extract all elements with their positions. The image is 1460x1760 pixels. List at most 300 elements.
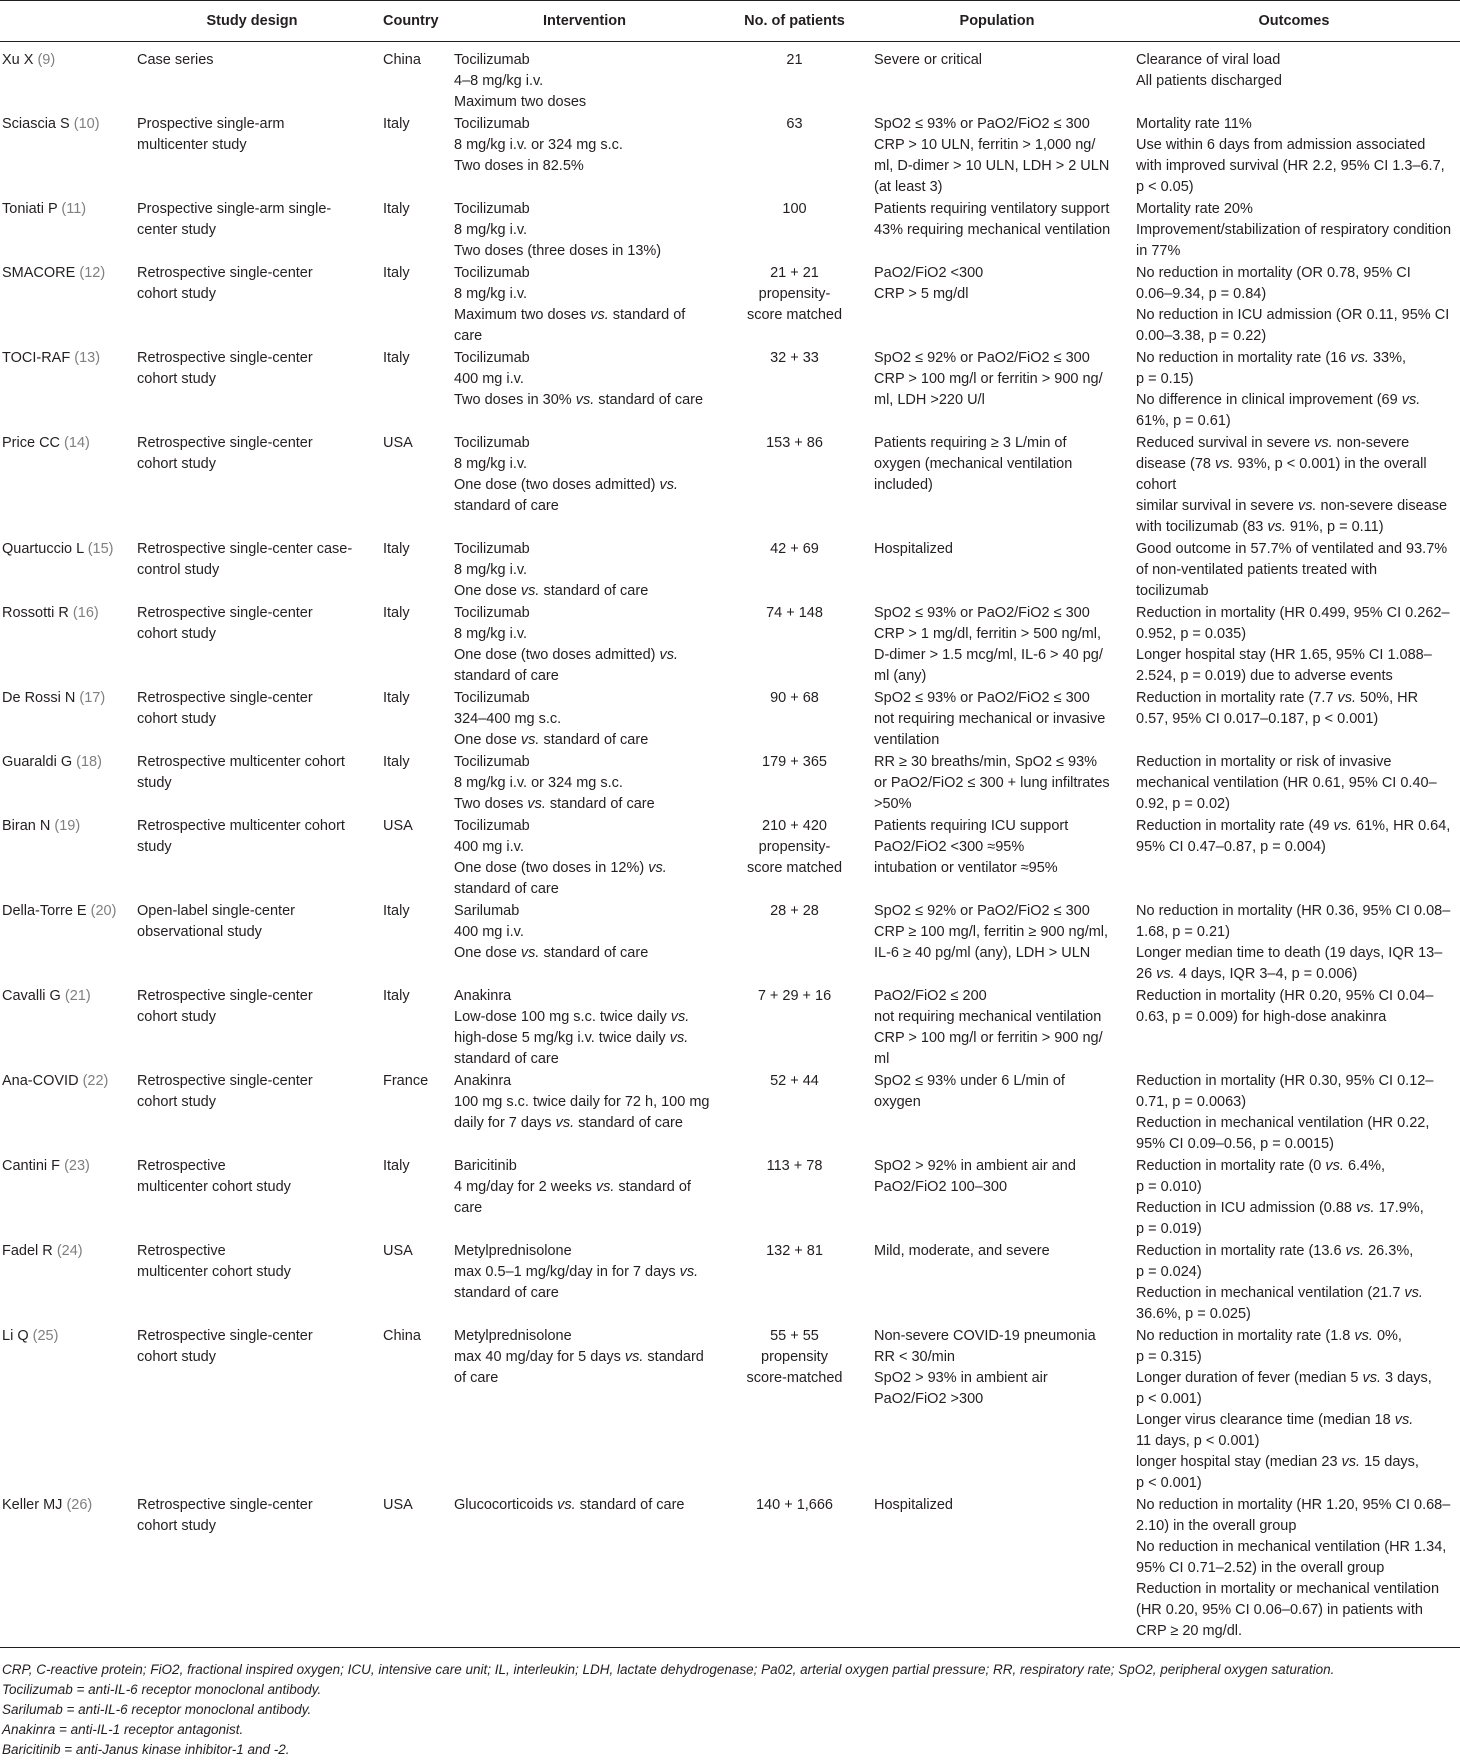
study-cell — [0, 985, 129, 1070]
cell-line: oxygen (mechanical ventilation — [874, 456, 1073, 472]
study-name: SMACORE — [2, 265, 76, 281]
population-cell — [866, 687, 1128, 751]
cell-line: Retrospective single-center case- — [137, 541, 353, 557]
table-row — [0, 1240, 1460, 1325]
cell-line: disease (78 vs. 93%, p < 0.001) in the overall — [1136, 456, 1427, 472]
cell-line: 2.10) in the overall group — [1136, 1518, 1297, 1534]
table-row — [0, 262, 1460, 347]
cell-line: Use within 6 days from admission associated — [1136, 137, 1426, 153]
study-cell — [0, 538, 129, 602]
study-name: Fadel R — [2, 1243, 53, 1259]
reference-link[interactable]: (23) — [64, 1158, 90, 1174]
cell-line: 21 — [786, 52, 803, 68]
cell-line: multicenter cohort study — [137, 1179, 291, 1195]
table-row — [0, 1070, 1460, 1155]
study-name: Sciascia S — [2, 116, 70, 132]
patients-cell — [723, 198, 866, 262]
footnote: Anakinra = anti-IL-1 receptor antagonist. — [2, 1722, 244, 1737]
cell-line: 153 + 86 — [766, 435, 823, 451]
outcomes-cell — [1128, 432, 1460, 538]
reference-link[interactable]: (21) — [64, 988, 91, 1004]
cell-line: (at least 3) — [874, 179, 943, 195]
reference-link[interactable]: (11) — [61, 201, 87, 217]
country-cell: Italy — [383, 605, 410, 621]
cell-line: p < 0.001) — [1136, 1475, 1202, 1491]
cell-line: Retrospective — [137, 1158, 226, 1174]
population-cell — [866, 1070, 1128, 1155]
study-cell — [0, 347, 129, 432]
study-design-cell — [129, 1494, 375, 1648]
cell-line: One dose (two doses admitted) vs. — [454, 647, 679, 663]
cell-line: multicenter study — [137, 137, 247, 153]
country-cell: Italy — [383, 754, 410, 770]
cell-line: No reduction in mortality rate (16 vs. 33%, — [1136, 350, 1406, 366]
cell-line: Reduction in mortality (HR 0.499, 95% CI 0.262– — [1136, 605, 1450, 621]
study-design-cell — [129, 687, 375, 751]
cell-line: Retrospective multicenter cohort — [137, 818, 345, 834]
reference-link[interactable]: (16) — [72, 605, 99, 621]
country-cell: China — [383, 52, 421, 68]
cell-line: 95% CI 0.47–0.87, p = 0.004) — [1136, 839, 1326, 855]
cell-line: not requiring mechanical ventilation — [874, 1009, 1102, 1025]
cell-line: 1.68, p = 0.21) — [1136, 924, 1230, 940]
cell-line: 0.00–3.38, p = 0.22) — [1136, 328, 1267, 344]
study-design-cell — [129, 42, 375, 114]
cell-line: Baricitinib — [454, 1158, 517, 1174]
cell-line: p = 0.024) — [1136, 1264, 1202, 1280]
population-cell — [866, 1155, 1128, 1240]
cell-line: SpO2 ≤ 93% or PaO2/FiO2 ≤ 300 — [874, 605, 1090, 621]
patients-cell — [723, 1155, 866, 1240]
cell-line: Low-dose 100 mg s.c. twice daily vs. — [454, 1009, 690, 1025]
cell-line: standard of care — [454, 668, 559, 684]
cell-line: Open-label single-center — [137, 903, 295, 919]
cell-line: Retrospective single-center — [137, 1328, 313, 1344]
header-outcomes: Outcomes — [1128, 1, 1460, 42]
table-row — [0, 432, 1460, 538]
cell-line: Retrospective single-center — [137, 690, 313, 706]
outcomes-cell — [1128, 815, 1460, 900]
cell-line: standard of care — [454, 498, 559, 514]
cell-line: Retrospective single-center — [137, 988, 313, 1004]
study-design-cell — [129, 1240, 375, 1325]
cell-line: SpO2 > 93% in ambient air — [874, 1370, 1048, 1386]
population-cell — [866, 815, 1128, 900]
intervention-cell — [446, 815, 723, 900]
cell-line: Clearance of viral load — [1136, 52, 1281, 68]
footnote: Tocilizumab = anti-IL-6 receptor monoclonal antibody. — [2, 1682, 322, 1697]
cell-line: 8 mg/kg i.v. or 324 mg s.c. — [454, 137, 623, 153]
intervention-cell — [446, 347, 723, 432]
cell-line: 36.6%, p = 0.025) — [1136, 1306, 1251, 1322]
cell-line: 140 + 1,666 — [755, 1497, 833, 1513]
patients-cell — [723, 1325, 866, 1494]
study-design-cell — [129, 262, 375, 347]
cell-line: 8 mg/kg i.v. — [454, 286, 528, 302]
table-row — [0, 538, 1460, 602]
cell-line: 0.63, p = 0.009) for high-dose anakinra — [1136, 1009, 1387, 1025]
table-row — [0, 815, 1460, 900]
patients-cell — [723, 815, 866, 900]
cell-line: 8 mg/kg i.v. — [454, 456, 528, 472]
study-cell — [0, 815, 129, 900]
table-row — [0, 900, 1460, 985]
cell-line: Tocilizumab — [454, 52, 530, 68]
intervention-cell — [446, 262, 723, 347]
study-name: Keller MJ — [2, 1497, 63, 1513]
cell-line: mechanical ventilation (HR 0.61, 95% CI 0.40– — [1136, 775, 1437, 791]
cell-line: 61%, p = 0.61) — [1136, 413, 1231, 429]
cell-line: 95% CI 0.71–2.52) in the overall group — [1136, 1560, 1385, 1576]
cell-line: Case series — [137, 52, 214, 68]
cell-line: daily for 7 days vs. standard of care — [454, 1115, 683, 1131]
study-cell — [0, 432, 129, 538]
outcomes-cell — [1128, 538, 1460, 602]
cell-line: Retrospective single-center — [137, 435, 313, 451]
intervention-cell — [446, 432, 723, 538]
reference-link[interactable]: (25) — [32, 1328, 59, 1344]
cell-line: One dose vs. standard of care — [454, 945, 649, 961]
cell-line: 90 + 68 — [770, 690, 819, 706]
cell-line: Tocilizumab — [454, 690, 530, 706]
cell-line: tocilizumab — [1136, 583, 1209, 599]
cell-line: cohort study — [137, 1518, 216, 1534]
cell-line: Tocilizumab — [454, 265, 530, 281]
footnote: Baricitinib = anti-Janus kinase inhibitor-1 and -2. — [2, 1742, 290, 1757]
cell-line: CRP > 1 mg/dl, ferritin > 500 ng/ml, — [874, 626, 1102, 642]
patients-cell — [723, 1070, 866, 1155]
cell-line: max 0.5–1 mg/kg/day in for 7 days vs. — [454, 1264, 699, 1280]
cell-line: max 40 mg/day for 5 days vs. standard — [454, 1349, 704, 1365]
country-cell: Italy — [383, 988, 410, 1004]
population-cell — [866, 538, 1128, 602]
cell-line: Two doses in 82.5% — [454, 158, 584, 174]
table-row — [0, 985, 1460, 1070]
header-study-design: Study design — [129, 1, 375, 42]
reference-link[interactable]: (26) — [66, 1497, 93, 1513]
patients-cell — [723, 1240, 866, 1325]
cell-line: cohort study — [137, 371, 216, 387]
intervention-cell — [446, 1494, 723, 1648]
cell-line: cohort study — [137, 1009, 216, 1025]
cell-line: 100 mg s.c. twice daily for 72 h, 100 mg — [454, 1094, 710, 1110]
cell-line: ml, D-dimer > 10 ULN, LDH > 2 ULN — [874, 158, 1110, 174]
cell-line: cohort study — [137, 456, 216, 472]
cell-line: Metylprednisolone — [454, 1328, 572, 1344]
cell-line: 132 + 81 — [766, 1243, 823, 1259]
study-design-cell — [129, 432, 375, 538]
population-cell — [866, 113, 1128, 198]
intervention-cell — [446, 42, 723, 114]
cell-line: Two doses (three doses in 13%) — [454, 243, 662, 259]
cell-line: Tocilizumab — [454, 754, 530, 770]
cell-line: SpO2 ≤ 93% or PaO2/FiO2 ≤ 300 — [874, 116, 1090, 132]
cell-line: D-dimer > 1.5 mcg/ml, IL-6 > 40 pg/ — [874, 647, 1103, 663]
country-cell: USA — [383, 818, 413, 834]
cell-line: PaO2/FiO2 100–300 — [874, 1179, 1008, 1195]
cell-line: intubation or ventilator ≈95% — [874, 860, 1058, 876]
cell-line: 52 + 44 — [770, 1073, 819, 1089]
footnote: Sarilumab = anti-IL-6 receptor monoclonal antibody. — [2, 1702, 312, 1717]
reference-link[interactable]: (14) — [64, 435, 90, 451]
cell-line: Hospitalized — [874, 541, 953, 557]
patients-cell — [723, 751, 866, 815]
study-name: Toniati P — [2, 201, 58, 217]
study-cell — [0, 1325, 129, 1494]
study-design-cell — [129, 1070, 375, 1155]
cell-line: study — [137, 775, 172, 791]
intervention-cell — [446, 985, 723, 1070]
study-name: TOCI-RAF — [2, 350, 71, 366]
cell-line: Reduction in mechanical ventilation (21.7 vs. — [1136, 1285, 1423, 1301]
cell-line: Reduction in mortality rate (13.6 vs. 26.3%, — [1136, 1243, 1414, 1259]
reference-link[interactable]: (12) — [79, 265, 106, 281]
cell-line: multicenter cohort study — [137, 1264, 291, 1280]
cell-line: Prospective single-arm single- — [137, 201, 332, 217]
cell-line: propensity- — [758, 286, 831, 302]
study-name: Xu X — [2, 52, 34, 68]
cell-line: Non-severe COVID-19 pneumonia — [874, 1328, 1096, 1344]
reference-link[interactable]: (24) — [56, 1243, 83, 1259]
patients-cell — [723, 262, 866, 347]
cell-line: Glucocorticoids vs. standard of care — [454, 1497, 685, 1513]
cell-line: score matched — [746, 860, 843, 876]
cell-line: similar survival in severe vs. non-severe disease — [1136, 498, 1448, 514]
study-design-cell — [129, 815, 375, 900]
population-cell — [866, 1240, 1128, 1325]
cell-line: ml — [874, 1051, 890, 1067]
intervention-cell — [446, 538, 723, 602]
intervention-cell — [446, 751, 723, 815]
intervention-cell — [446, 1325, 723, 1494]
cell-line: 0.57, 95% CI 0.017–0.187, p < 0.001) — [1136, 711, 1379, 727]
cell-line: Patients requiring ≥ 3 L/min of — [874, 435, 1067, 451]
cell-line: care — [454, 328, 483, 344]
country-cell: USA — [383, 1243, 413, 1259]
reference-link[interactable]: (13) — [74, 350, 101, 366]
cell-line: p < 0.05) — [1136, 179, 1194, 195]
population-cell — [866, 432, 1128, 538]
patients-cell — [723, 113, 866, 198]
cell-line: PaO2/FiO2 ≤ 200 — [874, 988, 987, 1004]
cell-line: Tocilizumab — [454, 435, 530, 451]
cell-line: of non-ventilated patients treated with — [1136, 562, 1378, 578]
cell-line: standard of care — [454, 881, 559, 897]
cell-line: longer hospital stay (median 23 vs. 15 days, — [1136, 1454, 1419, 1470]
cell-line: Retrospective single-center — [137, 605, 313, 621]
outcomes-cell — [1128, 1240, 1460, 1325]
table-row — [0, 751, 1460, 815]
cell-line: Patients requiring ventilatory support — [874, 201, 1110, 217]
study-name: Della-Torre E — [2, 903, 87, 919]
study-name: Li Q — [2, 1328, 29, 1344]
intervention-cell — [446, 1240, 723, 1325]
intervention-cell — [446, 1070, 723, 1155]
outcomes-cell — [1128, 1325, 1460, 1494]
reference-link[interactable]: (18) — [76, 754, 102, 770]
cell-line: control study — [137, 562, 220, 578]
cell-line: Anakinra — [454, 1073, 512, 1089]
cell-line: 113 + 78 — [766, 1158, 823, 1174]
study-design-cell — [129, 538, 375, 602]
cell-line: 100 — [782, 201, 807, 217]
cell-line: 55 + 55 — [770, 1328, 819, 1344]
study-cell — [0, 1155, 129, 1240]
cell-line: score matched — [746, 307, 843, 323]
cell-line: ml, LDH >220 U/l — [874, 392, 985, 408]
cell-line: Retrospective single-center — [137, 350, 313, 366]
cell-line: high-dose 5 mg/kg i.v. twice daily vs. — [454, 1030, 689, 1046]
cell-line: 400 mg i.v. — [454, 371, 524, 387]
cell-line: 8 mg/kg i.v. — [454, 562, 528, 578]
cell-line: standard of care — [454, 1285, 559, 1301]
cell-line: RR < 30/min — [874, 1349, 955, 1365]
intervention-cell — [446, 687, 723, 751]
cell-line: cohort — [1136, 477, 1177, 493]
cell-line: 400 mg i.v. — [454, 924, 524, 940]
reference-link[interactable]: (17) — [79, 690, 106, 706]
patients-cell — [723, 42, 866, 114]
reference-link[interactable]: (9) — [37, 52, 56, 68]
cell-line: SpO2 ≤ 92% or PaO2/FiO2 ≤ 300 — [874, 903, 1090, 919]
cell-line: No reduction in mechanical ventilation (HR 1.34, — [1136, 1539, 1447, 1555]
cell-line: 2.524, p = 0.019) due to adverse events — [1136, 668, 1393, 684]
country-cell: USA — [375, 1494, 446, 1648]
cell-line: 95% CI 0.09–0.56, p = 0.0015) — [1136, 1136, 1334, 1152]
reference-link[interactable]: (19) — [54, 818, 81, 834]
cell-line: study — [137, 839, 172, 855]
patients-cell — [723, 602, 866, 687]
cell-line: ventilation — [874, 732, 940, 748]
outcomes-cell — [1128, 198, 1460, 262]
study-design-cell — [129, 900, 375, 985]
cell-line: 179 + 365 — [762, 754, 827, 770]
reference-link[interactable]: (20) — [90, 903, 117, 919]
cell-line: propensity- — [758, 839, 831, 855]
reference-link[interactable]: (10) — [73, 116, 100, 132]
study-name: Guaraldi G — [2, 754, 73, 770]
country-cell: Italy — [383, 201, 410, 217]
study-design-cell — [129, 347, 375, 432]
cell-line: No reduction in mortality (OR 0.78, 95% CI — [1136, 265, 1411, 281]
cell-line: oxygen — [874, 1094, 921, 1110]
cell-line: of care — [454, 1370, 499, 1386]
cell-line: Tocilizumab — [454, 116, 530, 132]
cell-line: Two doses in 30% vs. standard of care — [454, 392, 704, 408]
cell-line: score-matched — [746, 1370, 843, 1386]
reference-link[interactable]: (15) — [87, 541, 114, 557]
cell-line: Reduction in mortality rate (7.7 vs. 50%, HR — [1136, 690, 1419, 706]
study-cell — [0, 1240, 129, 1325]
cell-line: Mortality rate 20% — [1136, 201, 1253, 217]
cell-line: observational study — [137, 924, 262, 940]
population-cell — [866, 347, 1128, 432]
population-cell — [866, 1494, 1128, 1648]
study-name: Ana-COVID — [2, 1073, 79, 1089]
reference-link[interactable]: (22) — [82, 1073, 109, 1089]
cell-line: Reduction in mortality rate (0 vs. 6.4%, — [1136, 1158, 1386, 1174]
cell-line: Two doses vs. standard of care — [454, 796, 655, 812]
population-cell — [866, 751, 1128, 815]
intervention-cell — [446, 602, 723, 687]
table-row — [0, 602, 1460, 687]
cell-line: 0.952, p = 0.035) — [1136, 626, 1247, 642]
study-cell — [0, 900, 129, 985]
cell-line: included) — [874, 477, 933, 493]
intervention-cell — [446, 900, 723, 985]
study-name: Rossotti R — [2, 605, 69, 621]
cell-line: No reduction in mortality (HR 1.20, 95% CI 0.68– — [1136, 1497, 1451, 1513]
table-row — [0, 1494, 1460, 1648]
cell-line: not requiring mechanical or invasive — [874, 711, 1106, 727]
country-cell: Italy — [383, 116, 410, 132]
cell-line: One dose vs. standard of care — [454, 583, 649, 599]
table-row — [0, 1155, 1460, 1240]
outcomes-cell — [1128, 262, 1460, 347]
patients-cell — [723, 687, 866, 751]
table-row — [0, 1325, 1460, 1494]
cell-line: Improvement/stabilization of respiratory condition — [1136, 222, 1452, 238]
cell-line: ml (any) — [874, 668, 927, 684]
cell-line: Maximum two doses vs. standard of — [454, 307, 686, 323]
cell-line: care — [454, 1200, 483, 1216]
cell-line: 63 — [786, 116, 803, 132]
cell-line: Longer virus clearance time (median 18 vs. — [1136, 1412, 1414, 1428]
country-cell: Italy — [383, 350, 410, 366]
intervention-cell — [446, 198, 723, 262]
cell-line: Longer hospital stay (HR 1.65, 95% CI 1.088– — [1136, 647, 1432, 663]
cell-line: Hospitalized — [874, 1497, 953, 1513]
cell-line: Good outcome in 57.7% of ventilated and 93.7% — [1136, 541, 1448, 557]
study-cell — [0, 1070, 129, 1155]
cell-line: >50% — [874, 796, 912, 812]
cell-line: center study — [137, 222, 216, 238]
country-cell: France — [383, 1073, 429, 1089]
cell-line: in 77% — [1136, 243, 1181, 259]
cell-line: One dose vs. standard of care — [454, 732, 649, 748]
footnote: CRP, C-reactive protein; FiO2, fractional inspired oxygen; ICU, intensive care unit; IL, interleukin; LDH, lactate dehydrogenase; Pa02, arterial oxygen partial pressure; RR, respiratory rate; SpO2, peripheral oxygen saturation. — [2, 1662, 1335, 1677]
table-row — [0, 42, 1460, 114]
study-cell — [0, 687, 129, 751]
study-cell — [0, 602, 129, 687]
cell-line: SpO2 ≤ 92% or PaO2/FiO2 ≤ 300 — [874, 350, 1090, 366]
study-name: Price CC — [2, 435, 61, 451]
cell-line: CRP > 100 mg/l or ferritin > 900 ng/ — [874, 1030, 1103, 1046]
study-design-cell — [129, 751, 375, 815]
header-study — [0, 1, 129, 42]
header-population: Population — [866, 1, 1128, 42]
cell-line: or PaO2/FiO2 ≤ 300 + lung infiltrates — [874, 775, 1110, 791]
study-design-cell — [129, 985, 375, 1070]
study-cell — [0, 751, 129, 815]
outcomes-cell — [1128, 1070, 1460, 1155]
outcomes-cell — [1128, 1155, 1460, 1240]
table-row — [0, 347, 1460, 432]
intervention-cell — [446, 113, 723, 198]
cell-line: Tocilizumab — [454, 818, 530, 834]
cell-line: Retrospective single-center — [137, 265, 313, 281]
patients-cell — [723, 985, 866, 1070]
study-name: Cantini F — [2, 1158, 61, 1174]
cell-line: 324–400 mg s.c. — [454, 711, 562, 727]
cell-line: cohort study — [137, 1094, 216, 1110]
patients-cell — [723, 538, 866, 602]
cell-line: No reduction in mortality (HR 0.36, 95% CI 0.08– — [1136, 903, 1451, 919]
cell-line: Mortality rate 11% — [1136, 116, 1252, 132]
cell-line: PaO2/FiO2 <300 — [874, 265, 984, 281]
cell-line: Sarilumab — [454, 903, 520, 919]
cell-line: cohort study — [137, 286, 216, 302]
